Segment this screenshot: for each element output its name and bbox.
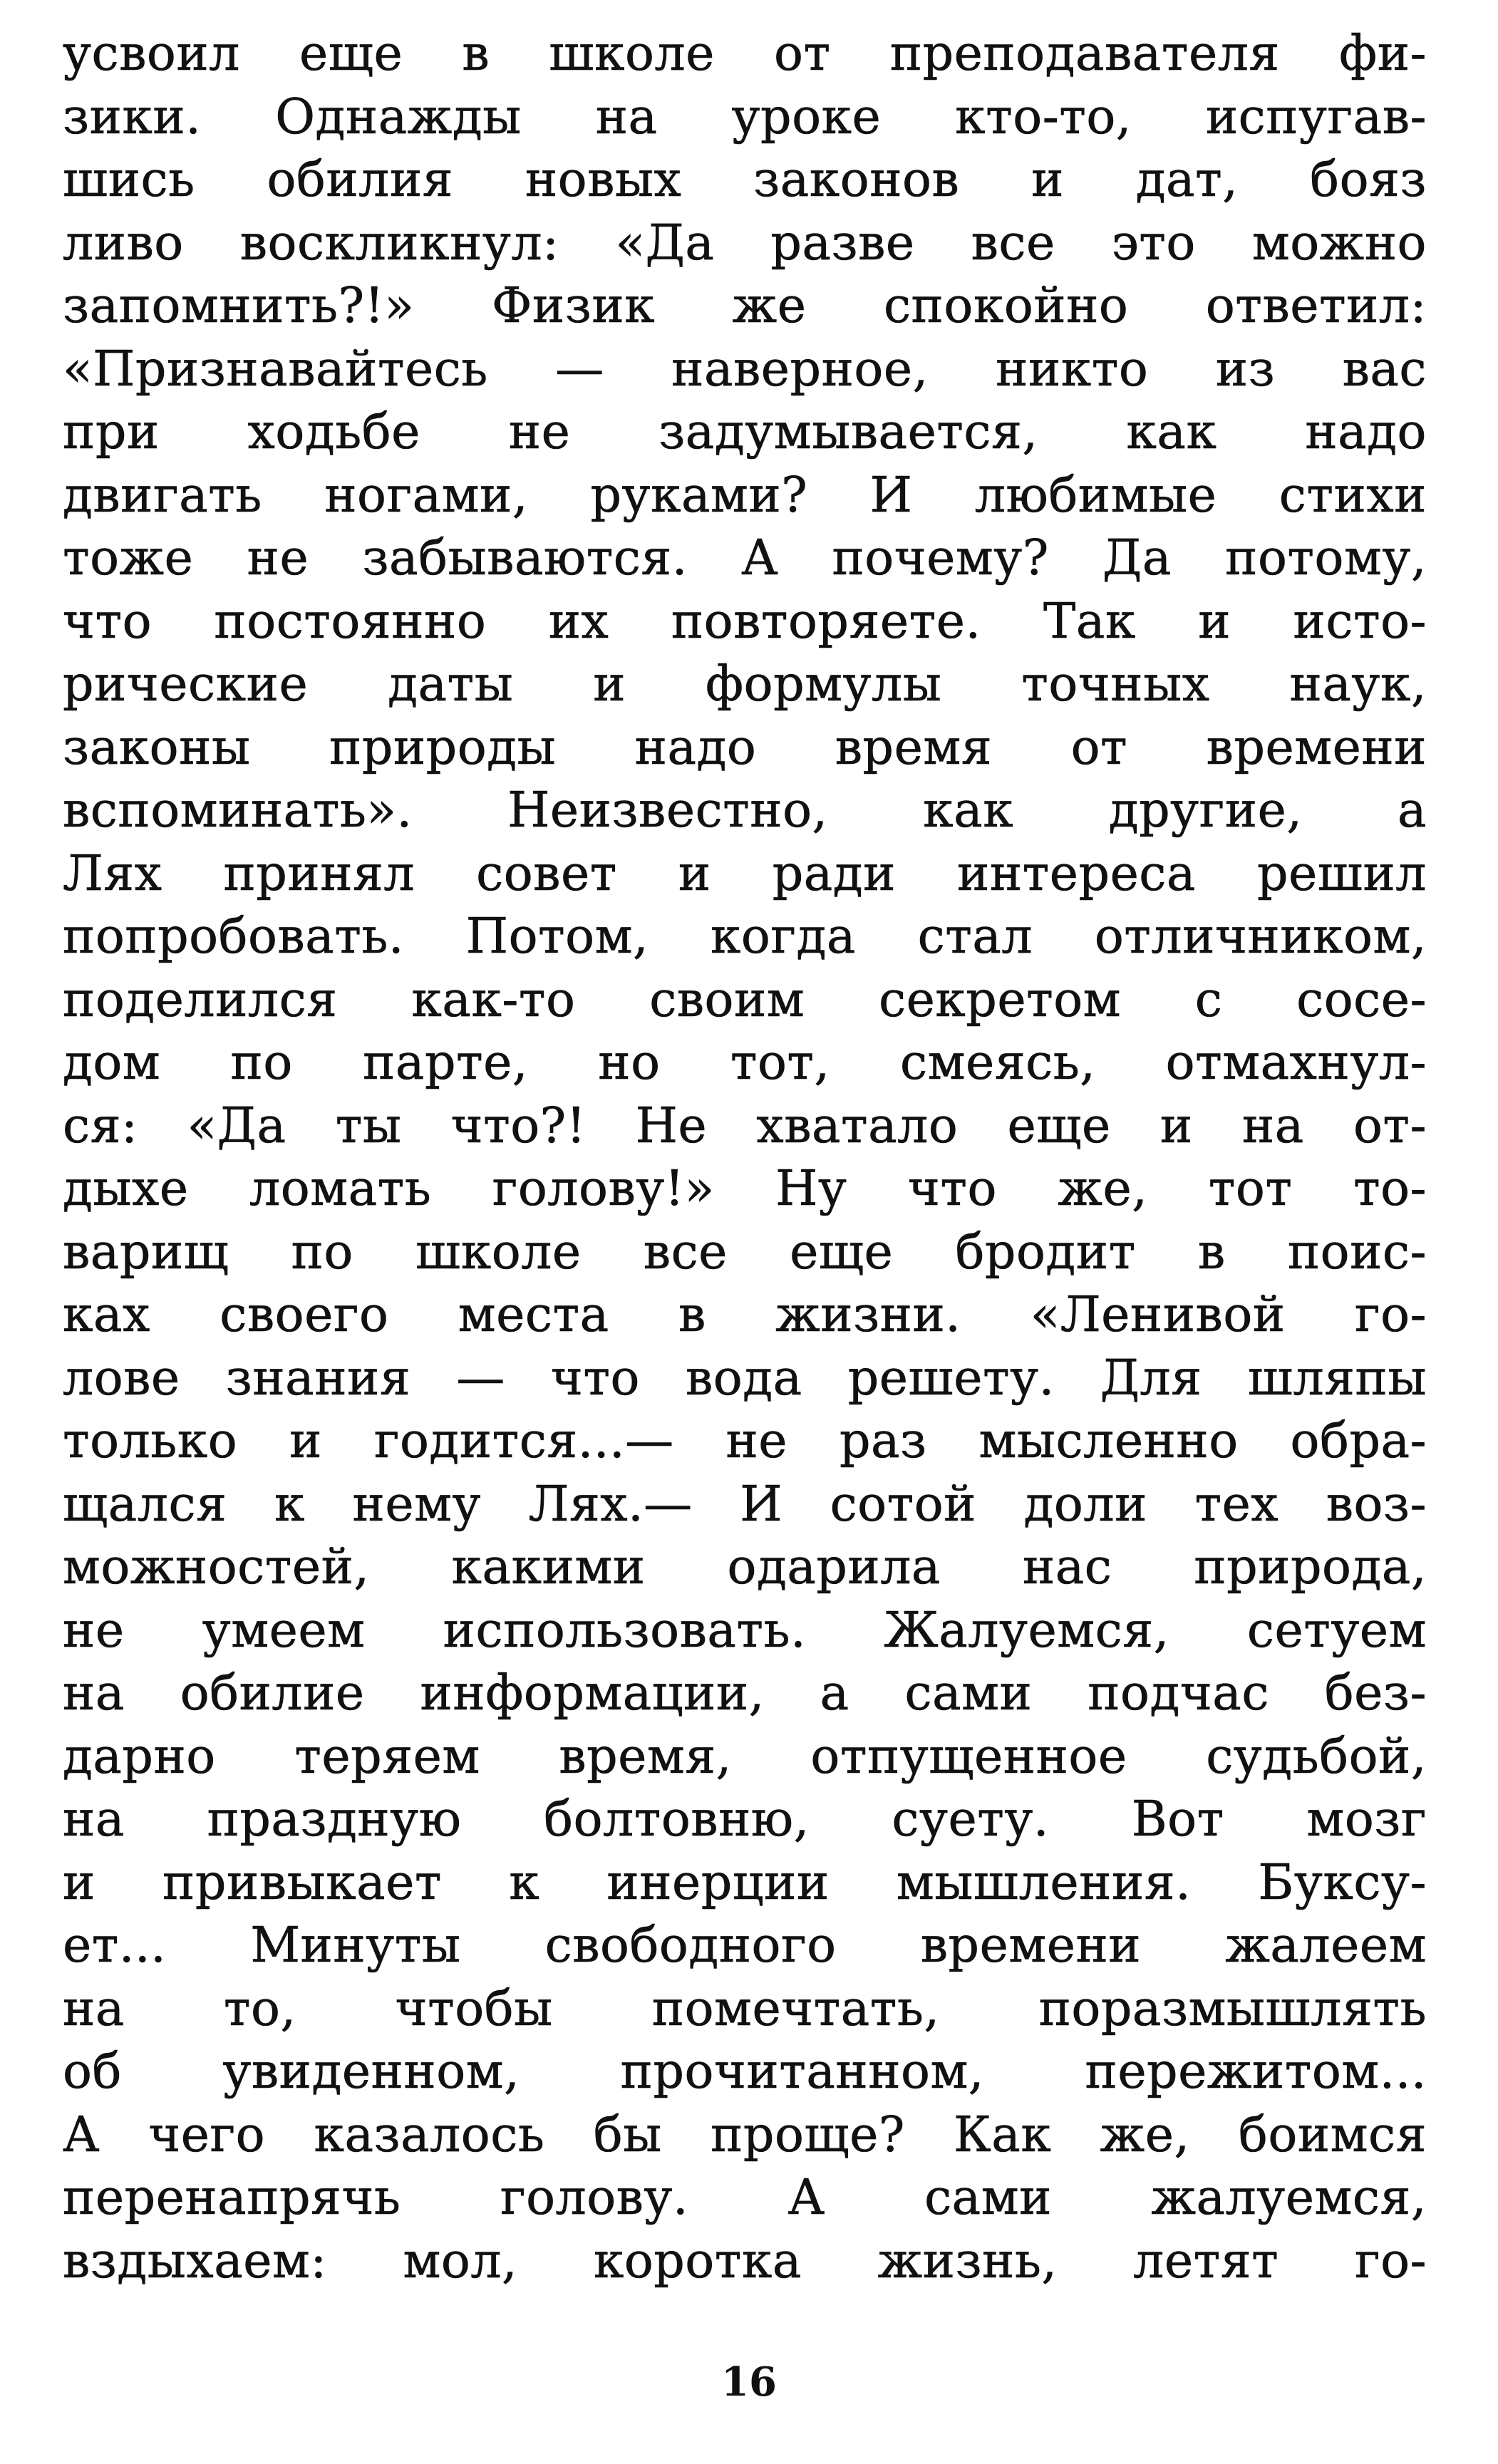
text-line: не умеем использовать. Жалуемся, сетуем: [63, 1602, 1427, 1659]
text-line: А чего казалось бы проще? Как же, боимся: [63, 2106, 1427, 2163]
text-line: двигать ногами, руками? И любимые стихи: [63, 467, 1427, 524]
text-line: ся: «Да ты что?! Не хватало еще и на от-: [63, 1097, 1427, 1154]
page-number: 16: [721, 2359, 777, 2406]
text-line: запомнить?!» Физик же спокойно ответил:: [63, 278, 1427, 334]
text-line: «Признавайтесь — наверное, никто из вас: [63, 341, 1427, 398]
text-line: перенапрячь голову. А сами жалуемся,: [63, 2170, 1427, 2226]
text-line: только и годится...— не раз мысленно обра-: [63, 1413, 1427, 1469]
text-line: поделился как-то своим секретом с сосе-: [63, 971, 1427, 1028]
text-line: законы природы надо время от времени: [63, 719, 1427, 776]
text-line: можностей, какими одарила нас природа,: [63, 1539, 1427, 1595]
body-text: [63, 23, 1427, 2293]
text-line: усвоил еще в школе от преподавателя фи-: [63, 26, 1427, 82]
text-line: ках своего места в жизни. «Ленивой го-: [63, 1287, 1427, 1343]
text-line: на обилие информации, а сами подчас без-: [63, 1665, 1427, 1722]
text-line: лове знания — что вода решету. Для шляпы: [63, 1350, 1427, 1407]
text-line: на то, чтобы помечтать, поразмышлять: [63, 1980, 1427, 2037]
text-line: рические даты и формулы точных наук,: [63, 656, 1427, 713]
text-line: ет... Минуты свободного времени жалеем: [63, 1917, 1427, 1974]
text-line: вздыхаем: мол, коротка жизнь, летят го-: [63, 2232, 1427, 2289]
text-line: вспоминать». Неизвестно, как другие, а: [63, 782, 1427, 839]
text-line: на праздную болтовню, суету. Вот мозг: [63, 1791, 1427, 1848]
text-line: шись обилия новых законов и дат, бояз: [63, 152, 1427, 208]
text-line: варищ по школе все еще бродит в поис-: [63, 1223, 1427, 1280]
text-line: тоже не забываются. А почему? Да потому,: [63, 530, 1427, 586]
text-line: об увиденном, прочитанном, пережитом...: [63, 2044, 1427, 2100]
text-line: при ходьбе не задумывается, как надо: [63, 404, 1427, 460]
text-line: Лях принял совет и ради интереса решил: [63, 845, 1427, 902]
text-line: дарно теряем время, отпущенное судьбой,: [63, 1728, 1427, 1785]
text-line: что постоянно их повторяете. Так и исто-: [63, 593, 1427, 650]
text-line: зики. Однажды на уроке кто-то, испугав-: [63, 88, 1427, 145]
text-line: дом по парте, но тот, смеясь, отмахнул-: [63, 1035, 1427, 1091]
text-line: попробовать. Потом, когда стал отличником,: [63, 909, 1427, 965]
text-line: и привыкает к инерции мышления. Буксу-: [63, 1854, 1427, 1911]
text-line: дыхе ломать голову!» Ну что же, тот то-: [63, 1161, 1427, 1217]
text-line: ливо воскликнул: «Да разве все это можно: [63, 214, 1427, 271]
text-line: щался к нему Лях.— И сотой доли тех воз-: [63, 1476, 1427, 1533]
